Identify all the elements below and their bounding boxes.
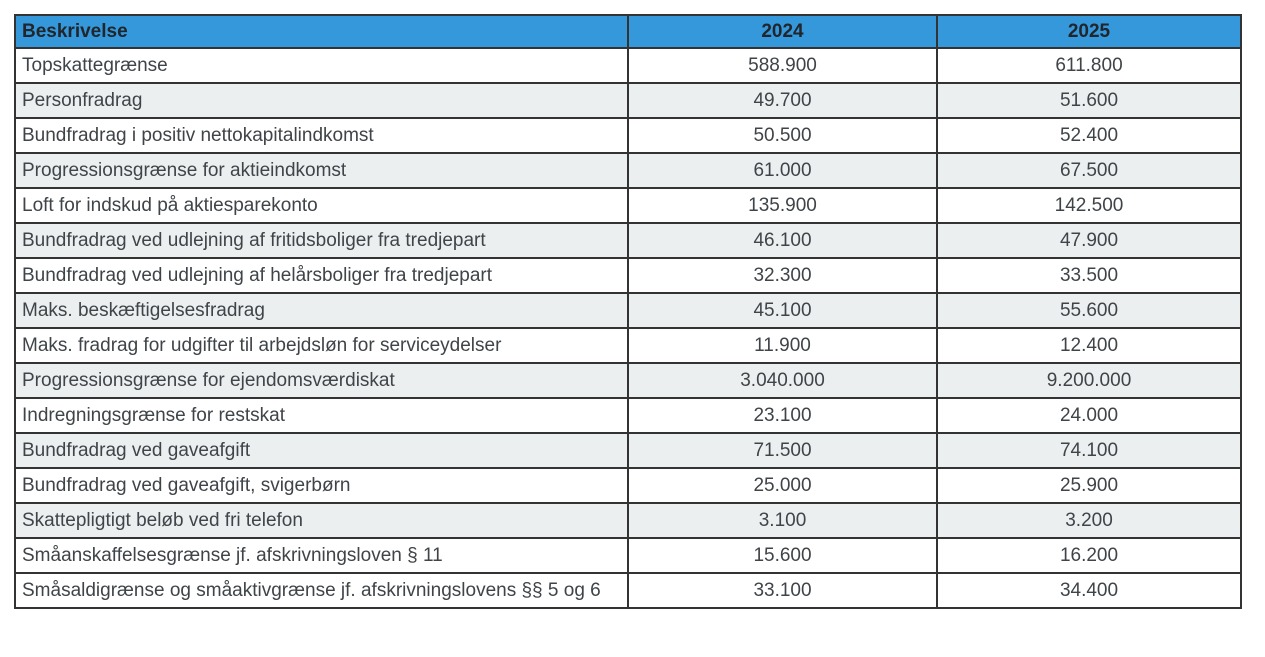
header-row	[15, 15, 1241, 48]
table-row	[15, 538, 1241, 573]
row-description: Progressionsgrænse for aktieindkomst	[15, 153, 628, 188]
value-2025: 74.100	[937, 433, 1241, 468]
row-description: Småsaldigrænse og småaktivgrænse jf. afskrivningslovens §§ 5 og 6	[15, 573, 628, 608]
value-2024: 49.700	[628, 83, 937, 118]
value-2025: 611.800	[937, 48, 1241, 83]
column-header-description: Beskrivelse	[15, 15, 628, 48]
table-row	[15, 48, 1241, 83]
table-body	[15, 48, 1241, 608]
value-2024: 3.100	[628, 503, 937, 538]
value-2024: 71.500	[628, 433, 937, 468]
table-row	[15, 118, 1241, 153]
value-2024: 11.900	[628, 328, 937, 363]
value-2025: 55.600	[937, 293, 1241, 328]
table-row	[15, 293, 1241, 328]
value-2024: 25.000	[628, 468, 937, 503]
column-header-2025: 2025	[937, 15, 1241, 48]
value-2025: 25.900	[937, 468, 1241, 503]
table-row	[15, 363, 1241, 398]
value-2025: 3.200	[937, 503, 1241, 538]
table-row	[15, 573, 1241, 608]
table-row	[15, 258, 1241, 293]
row-description: Småanskaffelsesgrænse jf. afskrivningsloven § 11	[15, 538, 628, 573]
value-2024: 33.100	[628, 573, 937, 608]
row-description: Bundfradrag i positiv nettokapitalindkomst	[15, 118, 628, 153]
table-row	[15, 328, 1241, 363]
table-row	[15, 188, 1241, 223]
value-2024: 61.000	[628, 153, 937, 188]
value-2024: 32.300	[628, 258, 937, 293]
value-2025: 9.200.000	[937, 363, 1241, 398]
value-2024: 588.900	[628, 48, 937, 83]
value-2025: 67.500	[937, 153, 1241, 188]
row-description: Bundfradrag ved udlejning af helårsboliger fra tredjepart	[15, 258, 628, 293]
row-description: Personfradrag	[15, 83, 628, 118]
value-2025: 16.200	[937, 538, 1241, 573]
value-2024: 135.900	[628, 188, 937, 223]
row-description: Bundfradrag ved gaveafgift	[15, 433, 628, 468]
table-header	[15, 15, 1241, 48]
value-2025: 142.500	[937, 188, 1241, 223]
value-2024: 46.100	[628, 223, 937, 258]
value-2025: 24.000	[937, 398, 1241, 433]
table-row	[15, 223, 1241, 258]
value-2025: 51.600	[937, 83, 1241, 118]
row-description: Maks. beskæftigelsesfradrag	[15, 293, 628, 328]
row-description: Progressionsgrænse for ejendomsværdiskat	[15, 363, 628, 398]
value-2025: 33.500	[937, 258, 1241, 293]
row-description: Maks. fradrag for udgifter til arbejdsløn for serviceydelser	[15, 328, 628, 363]
value-2024: 23.100	[628, 398, 937, 433]
value-2025: 52.400	[937, 118, 1241, 153]
table-row	[15, 503, 1241, 538]
table-row	[15, 153, 1241, 188]
row-description: Loft for indskud på aktiesparekonto	[15, 188, 628, 223]
value-2024: 15.600	[628, 538, 937, 573]
table-row	[15, 468, 1241, 503]
table-row	[15, 398, 1241, 433]
row-description: Bundfradrag ved udlejning af fritidsboliger fra tredjepart	[15, 223, 628, 258]
value-2025: 34.400	[937, 573, 1241, 608]
value-2025: 12.400	[937, 328, 1241, 363]
value-2024: 50.500	[628, 118, 937, 153]
column-header-2024: 2024	[628, 15, 937, 48]
tax-limits-table-container	[14, 14, 1242, 609]
value-2024: 45.100	[628, 293, 937, 328]
row-description: Indregningsgrænse for restskat	[15, 398, 628, 433]
row-description: Topskattegrænse	[15, 48, 628, 83]
table-row	[15, 433, 1241, 468]
value-2024: 3.040.000	[628, 363, 937, 398]
tax-limits-table	[14, 14, 1242, 609]
row-description: Skattepligtigt beløb ved fri telefon	[15, 503, 628, 538]
table-row	[15, 83, 1241, 118]
row-description: Bundfradrag ved gaveafgift, svigerbørn	[15, 468, 628, 503]
value-2025: 47.900	[937, 223, 1241, 258]
